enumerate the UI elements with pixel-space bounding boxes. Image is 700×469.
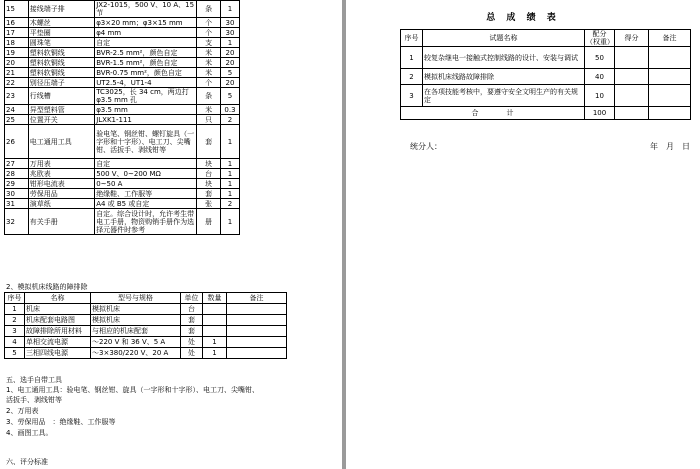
summary-row xyxy=(401,69,691,85)
materials-row xyxy=(5,68,240,78)
material-name: 塑料软铜线 xyxy=(28,48,94,58)
materials-row xyxy=(5,159,240,169)
material-no: 24 xyxy=(5,105,29,115)
summary-header-no: 序号 xyxy=(401,30,423,47)
material-spec: 自定。综合设计时，允许考生带电工手册，物资购销手册作为选择元器件时参考 xyxy=(95,209,197,235)
summary-no: 1 xyxy=(401,47,423,69)
fault-table-header xyxy=(5,293,287,304)
summary-row xyxy=(401,85,691,107)
material-no: 19 xyxy=(5,48,29,58)
material-spec: 自定 xyxy=(95,38,197,48)
fault-note xyxy=(227,326,287,337)
summary-title: 总 成 绩 表 xyxy=(486,13,560,23)
tools-line: 1、电工通用工具：验电笔、钢丝钳、旋具（一字形和十字形）、电工刀、尖嘴钳、 xyxy=(6,386,259,394)
material-no: 16 xyxy=(5,18,29,28)
fault-row xyxy=(5,315,287,326)
material-unit: 支 xyxy=(197,38,221,48)
fault-note xyxy=(227,304,287,315)
material-unit: 只 xyxy=(197,115,221,125)
summary-name: 在各项技能考核中，要遵守安全文明生产的有关规定 xyxy=(423,85,585,107)
fault-header-qty: 数量 xyxy=(203,293,227,304)
tools-section-title: 五、选手自带工具 xyxy=(6,376,62,384)
material-unit: 个 xyxy=(197,18,221,28)
material-unit: 条 xyxy=(197,88,221,105)
material-name: 接线端子排 xyxy=(28,1,94,18)
material-no: 20 xyxy=(5,58,29,68)
material-no: 15 xyxy=(5,1,29,18)
material-qty: 1 xyxy=(220,209,239,235)
summary-header-name: 试题名称 xyxy=(423,30,585,47)
material-spec: 0~50 A xyxy=(95,179,197,189)
material-unit: 张 xyxy=(197,199,221,209)
material-qty: 1 xyxy=(220,125,239,159)
summary-table-header xyxy=(401,30,691,47)
material-spec: JLXK1-111 xyxy=(95,115,197,125)
summary-row xyxy=(401,47,691,69)
fault-header-spec: 型号与规格 xyxy=(91,293,181,304)
material-unit: 块 xyxy=(197,179,221,189)
material-unit: 个 xyxy=(197,28,221,38)
material-no: 32 xyxy=(5,209,29,235)
material-spec: 验电笔、钢丝钳、螺钉旋具（一字形和十字形）、电工刀、尖嘴钳、活扳手、剥线钳等 xyxy=(95,125,197,159)
fault-note xyxy=(227,315,287,326)
material-spec: BVR-0.75 mm²，颜色自定 xyxy=(95,68,197,78)
material-name: 木螺丝 xyxy=(28,18,94,28)
material-name: 圆珠笔 xyxy=(28,38,94,48)
right-page xyxy=(346,0,700,469)
material-spec: 自定 xyxy=(95,159,197,169)
fault-qty: 1 xyxy=(203,348,227,359)
summary-header-note: 备注 xyxy=(649,30,691,47)
signature-line xyxy=(410,141,690,152)
fault-note xyxy=(227,348,287,359)
material-no: 28 xyxy=(5,169,29,179)
material-spec: BVR-1.5 mm²，颜色自定 xyxy=(95,58,197,68)
material-no: 25 xyxy=(5,115,29,125)
fault-name: 机床 xyxy=(25,304,91,315)
material-spec: BVR-2.5 mm²，颜色自定 xyxy=(95,48,197,58)
fault-qty xyxy=(203,304,227,315)
materials-row xyxy=(5,28,240,38)
fault-no: 5 xyxy=(5,348,25,359)
material-unit: 册 xyxy=(197,209,221,235)
fault-unit: 套 xyxy=(181,315,203,326)
materials-row xyxy=(5,179,240,189)
left-page xyxy=(0,0,342,469)
material-qty: 5 xyxy=(220,68,239,78)
fault-qty xyxy=(203,315,227,326)
tools-line: 活扳手、剥线钳等 xyxy=(6,396,62,404)
material-qty: 20 xyxy=(220,58,239,68)
summary-earned xyxy=(615,85,649,107)
material-name: 平垫圈 xyxy=(28,28,94,38)
fault-header-unit: 单位 xyxy=(181,293,203,304)
material-unit: 个 xyxy=(197,78,221,88)
materials-row xyxy=(5,105,240,115)
materials-table xyxy=(4,0,240,235)
material-spec: φ3×20 mm；φ3×15 mm xyxy=(95,18,197,28)
material-unit: 米 xyxy=(197,105,221,115)
material-qty: 30 xyxy=(220,18,239,28)
material-qty: 2 xyxy=(220,199,239,209)
material-qty: 1 xyxy=(220,169,239,179)
summary-weight: 10 xyxy=(585,85,615,107)
material-unit: 套 xyxy=(197,189,221,199)
fault-unit: 处 xyxy=(181,337,203,348)
material-no: 17 xyxy=(5,28,29,38)
material-name: 塑料软铜线 xyxy=(28,58,94,68)
fault-header-name: 名称 xyxy=(25,293,91,304)
summary-note xyxy=(649,85,691,107)
material-qty: 1 xyxy=(220,1,239,18)
materials-row xyxy=(5,115,240,125)
summary-note xyxy=(649,47,691,69)
summary-total-note xyxy=(649,107,691,120)
materials-row xyxy=(5,189,240,199)
fault-no: 2 xyxy=(5,315,25,326)
fault-header-no: 序号 xyxy=(5,293,25,304)
material-no: 30 xyxy=(5,189,29,199)
material-qty: 20 xyxy=(220,78,239,88)
fault-equipment-table xyxy=(4,292,287,359)
fault-header-note: 备注 xyxy=(227,293,287,304)
material-qty: 1 xyxy=(220,159,239,169)
material-qty: 1 xyxy=(220,189,239,199)
summary-total-row xyxy=(401,107,691,120)
fault-spec: 模拟机床 xyxy=(91,304,181,315)
summary-note xyxy=(649,69,691,85)
tools-line: 4、画图工具。 xyxy=(6,429,53,437)
fault-note xyxy=(227,337,287,348)
fault-no: 3 xyxy=(5,326,25,337)
material-unit: 米 xyxy=(197,48,221,58)
material-spec: 500 V、0~200 MΩ xyxy=(95,169,197,179)
tools-line: 2、万用表 xyxy=(6,407,39,415)
fault-qty: 1 xyxy=(203,337,227,348)
fault-row xyxy=(5,337,287,348)
material-qty: 1 xyxy=(220,38,239,48)
summary-total-label: 合 计 xyxy=(401,107,585,120)
materials-row xyxy=(5,125,240,159)
fault-name: 机床配套电路图 xyxy=(25,315,91,326)
summary-table xyxy=(400,29,691,120)
summary-header-score: 得分 xyxy=(615,30,649,47)
tools-line: 3、劳保用品 ：绝缘鞋、工作服等 xyxy=(6,418,116,426)
material-name: 有关手册 xyxy=(28,209,94,235)
summary-earned xyxy=(615,69,649,85)
material-name: 劳保用品 xyxy=(28,189,94,199)
material-no: 22 xyxy=(5,78,29,88)
signer-label: 统分人： xyxy=(410,142,442,151)
material-spec: φ3.5 mm xyxy=(95,105,197,115)
material-name: 万用表 xyxy=(28,159,94,169)
date-label: 年 月 日 xyxy=(650,142,690,151)
material-name: 电工通用工具 xyxy=(28,125,94,159)
materials-row xyxy=(5,48,240,58)
fault-spec: 模拟机床 xyxy=(91,315,181,326)
summary-earned xyxy=(615,47,649,69)
material-no: 29 xyxy=(5,179,29,189)
material-no: 27 xyxy=(5,159,29,169)
material-spec: 绝缘鞋、工作服等 xyxy=(95,189,197,199)
summary-no: 3 xyxy=(401,85,423,107)
material-no: 18 xyxy=(5,38,29,48)
materials-row xyxy=(5,1,240,18)
material-spec: φ4 mm xyxy=(95,28,197,38)
fault-section-title: 2、模拟机床线路的障排除 xyxy=(6,283,88,291)
summary-name: 模拟机床线路故障排除 xyxy=(423,69,585,85)
fault-spec: ～3×380/220 V、20 A xyxy=(91,348,181,359)
material-qty: 5 xyxy=(220,88,239,105)
material-name: 钳形电流表 xyxy=(28,179,94,189)
material-unit: 米 xyxy=(197,58,221,68)
fault-row xyxy=(5,348,287,359)
fault-unit: 套 xyxy=(181,326,203,337)
summary-no: 2 xyxy=(401,69,423,85)
summary-weight: 50 xyxy=(585,47,615,69)
fault-spec: ～220 V 和 36 V、5 A xyxy=(91,337,181,348)
summary-total-score: 100 xyxy=(585,107,615,120)
material-no: 31 xyxy=(5,199,29,209)
material-no: 26 xyxy=(5,125,29,159)
fault-no: 1 xyxy=(5,304,25,315)
material-name: 兆欧表 xyxy=(28,169,94,179)
summary-weight: 40 xyxy=(585,69,615,85)
materials-row xyxy=(5,78,240,88)
fault-row xyxy=(5,304,287,315)
materials-row xyxy=(5,38,240,48)
fault-qty xyxy=(203,326,227,337)
material-qty: 20 xyxy=(220,48,239,58)
summary-name: 较复杂继电一接触式控制线路的设计、安装与调试 xyxy=(423,47,585,69)
materials-row xyxy=(5,18,240,28)
fault-name: 三相四线电源 xyxy=(25,348,91,359)
fault-name: 单相交流电源 xyxy=(25,337,91,348)
material-unit: 块 xyxy=(197,159,221,169)
fault-unit: 台 xyxy=(181,304,203,315)
scoring-section-title: 六、评分标准 xyxy=(6,458,48,466)
materials-row xyxy=(5,199,240,209)
materials-row xyxy=(5,209,240,235)
fault-row xyxy=(5,326,287,337)
material-unit: 台 xyxy=(197,169,221,179)
material-unit: 条 xyxy=(197,1,221,18)
fault-unit: 处 xyxy=(181,348,203,359)
materials-row xyxy=(5,58,240,68)
material-qty: 30 xyxy=(220,28,239,38)
material-no: 21 xyxy=(5,68,29,78)
fault-no: 4 xyxy=(5,337,25,348)
fault-name: 故障排除所用材料 xyxy=(25,326,91,337)
material-qty: 1 xyxy=(220,179,239,189)
material-spec: A4 或 B5 或自定 xyxy=(95,199,197,209)
material-unit: 套 xyxy=(197,125,221,159)
summary-header-weight: 配分（权重） xyxy=(586,30,614,46)
material-spec: UT2.5-4，UT1-4 xyxy=(95,78,197,88)
material-name: 别径压端子 xyxy=(28,78,94,88)
material-spec: JX2-1015，500 V、10 A、15 节 xyxy=(95,1,197,18)
materials-row xyxy=(5,88,240,105)
material-qty: 0.3 xyxy=(220,105,239,115)
material-name: 塑料软铜线 xyxy=(28,68,94,78)
material-name: 演草纸 xyxy=(28,199,94,209)
summary-total-earned xyxy=(615,107,649,120)
fault-spec: 与相应的机床配套 xyxy=(91,326,181,337)
material-name: 异型塑料管 xyxy=(28,105,94,115)
material-qty: 2 xyxy=(220,115,239,125)
materials-row xyxy=(5,169,240,179)
material-no: 23 xyxy=(5,88,29,105)
material-name: 位置开关 xyxy=(28,115,94,125)
material-unit: 米 xyxy=(197,68,221,78)
material-spec: TC3025，长 34 cm，两边打 φ3.5 mm 孔 xyxy=(95,88,197,105)
material-name: 行线槽 xyxy=(28,88,94,105)
